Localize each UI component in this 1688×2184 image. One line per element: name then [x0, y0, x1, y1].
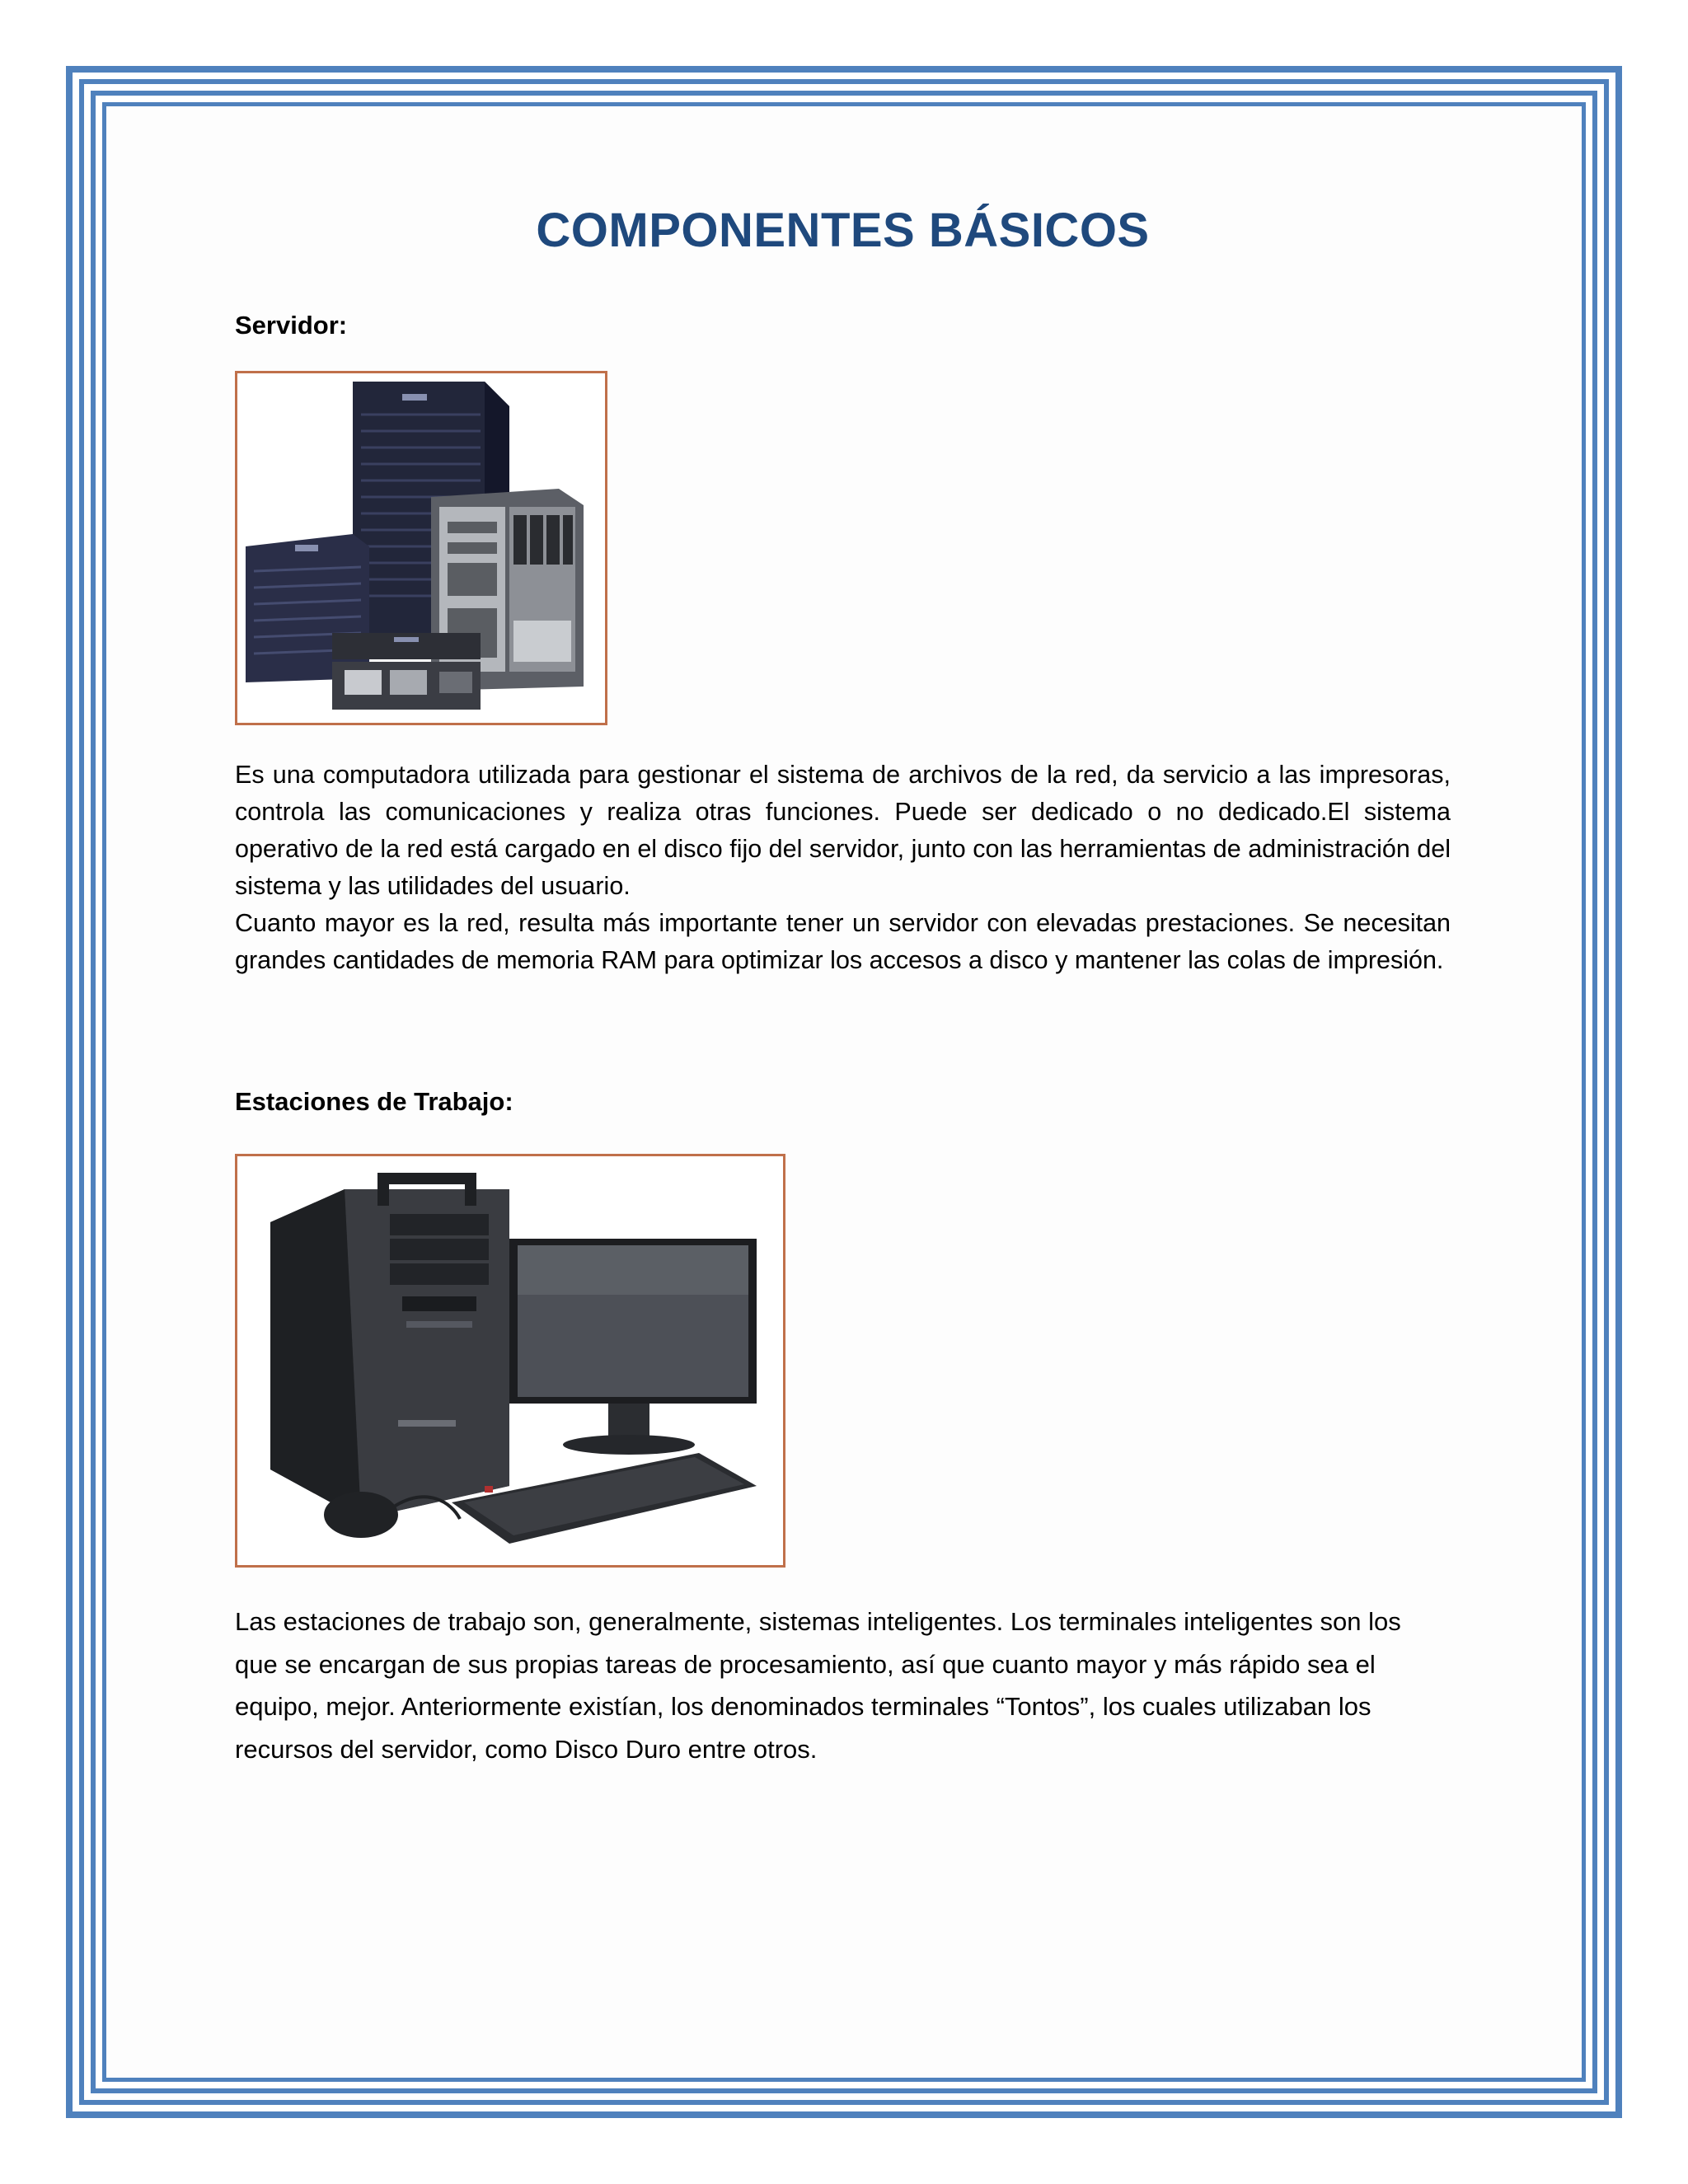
servidor-paragraph-1: Es una computadora utilizada para gestionar el sistema de archivos de la red, da servicio a las impresoras, controla las comunicaciones y realiza otras funciones. Puede ser dedicado o no dedicado.El sistema operativo de la red está cargado en el disco fijo del servidor, junto con las herramientas de administración del sistema y las utilidades del usuario.: [235, 761, 1451, 900]
page-title: COMPONENTES BÁSICOS: [536, 204, 1150, 257]
workstation-illustration: [237, 1156, 783, 1565]
estaciones-description: [235, 1601, 1451, 1770]
servidor-paragraph-2: Cuanto mayor es la red, resulta más importante tener un servidor con elevadas prestaciones. Se necesitan grandes cantidades de memoria RAM para optimizar los accesos a disco y mantener las colas de impresión.: [235, 909, 1451, 974]
estaciones-paragraph-1: Las estaciones de trabajo son, generalmente, sistemas inteligentes. Los terminales inteligentes son los que se encargan de sus propias tareas de procesamiento, así que cuanto mayor y más rápido sea el equipo, mejor. Anteriormente existían, los denominados terminales “Tontos”, los cuales utilizaban los recursos del servidor, como Disco Duro entre otros.: [235, 1607, 1401, 1764]
document-body: [235, 190, 1451, 1764]
server-image: [235, 371, 607, 725]
section-heading-estaciones: Estaciones de Trabajo:: [235, 1087, 513, 1116]
workstation-image: [235, 1154, 785, 1568]
section-heading-servidor: Servidor:: [235, 311, 348, 340]
server-illustration: [237, 373, 605, 723]
servidor-description: [235, 757, 1451, 979]
